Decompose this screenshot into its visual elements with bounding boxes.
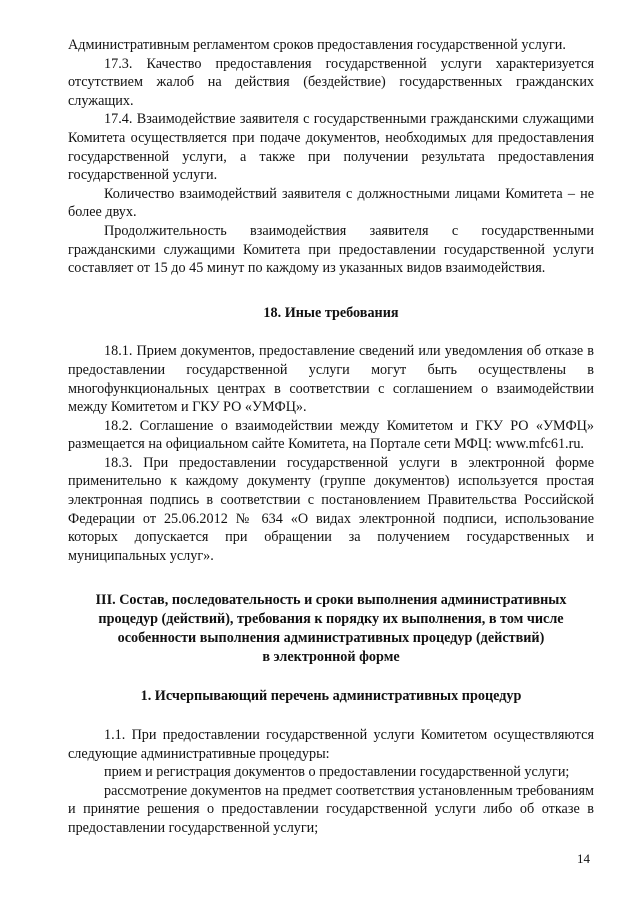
paragraph: 17.4. Взаимодействие заявителя с государственными гражданскими служащими Комитета осуществляется при подаче документов, необходимых для предоставления государственной услуги, а также при получении результата предоставления государственной услуги.	[68, 111, 594, 184]
document-page	[68, 36, 594, 838]
page-number: 14	[577, 851, 590, 866]
paragraph: Продолжительность взаимодействия заявителя с государственными гражданскими служащими Комитета при предоставлении государственной услуги составляет от 15 до 45 минут по каждому из указанных видов взаимодействия.	[68, 222, 594, 277]
chapter-3-heading-line: в электронной форме	[262, 649, 400, 666]
paragraph: 17.3. Качество предоставления государственной услуги характеризуется отсутствием жалоб на действия (бездействие) государственных гражданских служащих.	[68, 55, 594, 109]
paragraph: прием и регистрация документов о предоставлении государственной услуги;	[104, 764, 570, 781]
chapter-3-heading-line: процедур (действий), требования к порядку их выполнения, в том числе	[98, 611, 564, 628]
paragraph-1-1: 1.1. При предоставлении государственной услуги Комитетом осуществляются следующие административные процедуры:	[68, 727, 594, 762]
section-18-heading: 18. Иные требования	[263, 304, 399, 321]
paragraph: рассмотрение документов на предмет соответствия установленным требованиям и принятие решения о предоставлении государственной услуги либо об отказе в предоставлении государственной услуги;	[68, 782, 594, 836]
chapter-3-heading	[68, 591, 594, 667]
chapter-3-heading-line: особенности выполнения административных процедур (действий)	[117, 630, 545, 647]
chapter-3-heading-line: III. Состав, последовательность и сроки выполнения административных	[95, 592, 567, 609]
paragraph: Административным регламентом сроков предоставления государственной услуги.	[68, 37, 566, 53]
paragraph-18-2: 18.2. Соглашение о взаимодействии между Комитетом и ГКУ РО «УМФЦ» размещается на официальном сайте Комитета, на Портале сети МФЦ: www.mfc61.ru.	[68, 417, 594, 453]
paragraph: Количество взаимодействий заявителя с должностными лицами Комитета – не более двух.	[68, 185, 594, 221]
paragraph-18-1: 18.1. Прием документов, предоставление сведений или уведомления об отказе в предоставлении государственной услуги могут быть осуществлены в многофункциональных центрах в соответствии с соглашением о взаимодействии между Комитетом и ГКУ РО «УМФЦ».	[68, 343, 594, 416]
paragraph-18-3: 18.3. При предоставлении государственной услуги в электронной форме применительно к каждому документу (группе документов) используется простая электронная подпись в соответствии с постановлением Правительства Российской Федерации от 25.06.2012 № 634 «О видах электронной подписи, использование которых допускается при обращении за получением государственных и муниципальных услуг».	[68, 454, 594, 564]
section-1-heading: 1. Исчерпывающий перечень административных процедур	[140, 688, 522, 705]
